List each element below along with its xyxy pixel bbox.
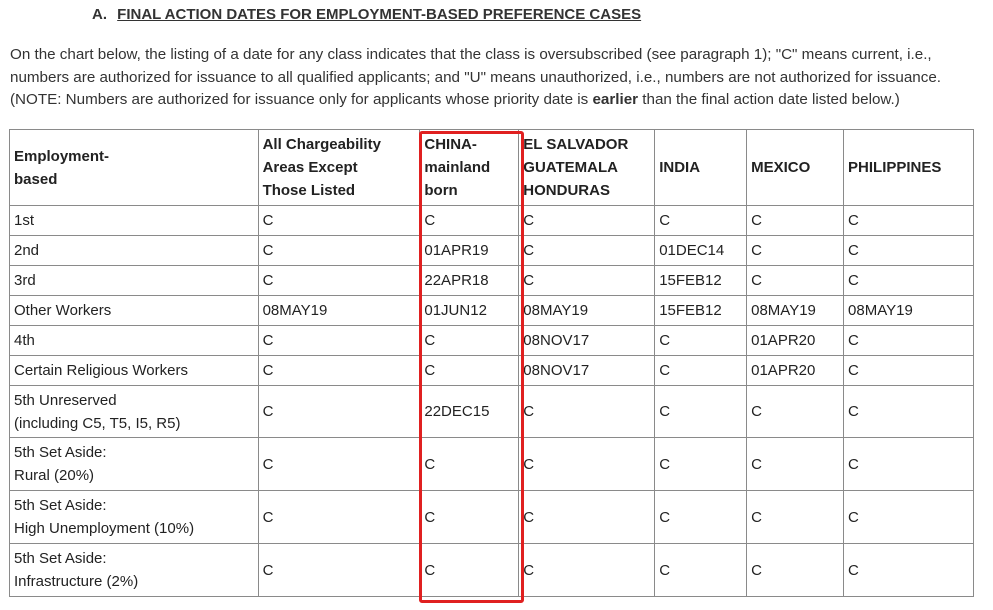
date-cell: C (258, 326, 420, 356)
column-header (519, 130, 655, 206)
date-cell: C (258, 544, 420, 597)
date-cell: 01APR20 (747, 356, 844, 386)
date-cell: 01JUN12 (420, 296, 519, 326)
row-label-line: (including C5, T5, I5, R5) (14, 414, 181, 432)
row-label-line: 5th Set Aside: (14, 497, 107, 514)
date-cell: C (844, 544, 974, 597)
row-label-line: 3rd (14, 272, 36, 289)
date-cell: C (258, 438, 420, 491)
date-cell: C (519, 266, 655, 296)
intro-text: On the chart below, the listing of a date for any class indicates that the class is oversubscribed (see paragraph 1); "C" means current, i.e., numbers are authorized for issuance to all qualified applicants; and "U" means unauthorized, i.e., numbers are not authorized for issuance. (NOTE: Numbers are authorized for issuance only for applicants whose priority date is (10, 46, 941, 108)
row-label (10, 544, 259, 597)
date-cell: C (519, 386, 655, 438)
date-cell: C (844, 236, 974, 266)
row-label-line: Certain Religious Workers (14, 362, 188, 379)
row-label-line: Other Workers (14, 302, 112, 319)
date-cell: C (844, 438, 974, 491)
final-action-dates-table (9, 129, 974, 597)
intro-text-end: than the final action date listed below.) (638, 91, 900, 108)
column-header (655, 130, 747, 206)
column-header (420, 130, 519, 206)
column-header-line: PHILIPPINES (848, 159, 942, 176)
row-label (10, 326, 259, 356)
date-cell: C (747, 386, 844, 438)
date-cell: 08MAY19 (258, 296, 420, 326)
row-label-line: 5th Set Aside: (14, 444, 107, 461)
row-label-line: High Unemployment (10%) (14, 520, 195, 537)
table-row (10, 491, 974, 544)
column-header (747, 130, 844, 206)
date-cell: C (844, 206, 974, 236)
row-label-line: 4th (14, 332, 35, 349)
table-row (10, 236, 974, 266)
row-label (10, 206, 259, 236)
row-label (10, 266, 259, 296)
date-cell: C (844, 326, 974, 356)
date-cell: C (258, 236, 420, 266)
table-row (10, 326, 974, 356)
date-cell: C (655, 544, 747, 597)
intro-emphasis: earlier (592, 91, 639, 108)
date-cell: 08NOV17 (519, 326, 655, 356)
column-header-line: HONDURAS (523, 182, 610, 199)
date-cell: C (420, 544, 519, 597)
table-body (10, 206, 974, 597)
date-cell: C (258, 206, 420, 236)
date-cell: 22DEC15 (420, 386, 519, 438)
date-cell: C (258, 491, 420, 544)
row-label-line: Infrastructure (2%) (14, 573, 139, 590)
row-label-line: 2nd (14, 242, 40, 259)
row-label (10, 356, 259, 386)
date-cell: C (844, 491, 974, 544)
date-cell: C (655, 326, 747, 356)
column-header-line: Those Listed (262, 182, 356, 199)
column-header-line: CHINA- (424, 136, 477, 153)
date-cell: 08MAY19 (519, 296, 655, 326)
row-label-line: 1st (14, 212, 35, 229)
column-header-line: INDIA (659, 159, 701, 176)
date-cell: C (747, 438, 844, 491)
column-header-line: GUATEMALA (523, 159, 619, 176)
date-cell: C (519, 236, 655, 266)
row-label-line: Rural (20%) (14, 467, 95, 484)
date-cell: C (655, 356, 747, 386)
date-cell: C (655, 386, 747, 438)
date-cell: C (258, 356, 420, 386)
table-row (10, 356, 974, 386)
column-header-line: mainland (424, 159, 491, 176)
date-cell: C (420, 356, 519, 386)
date-cell: C (420, 491, 519, 544)
table-row (10, 266, 974, 296)
date-cell: C (420, 326, 519, 356)
intro-paragraph (10, 44, 980, 112)
date-cell: C (655, 491, 747, 544)
date-cell: 08NOV17 (519, 356, 655, 386)
date-cell: C (420, 206, 519, 236)
date-cell: 01DEC14 (655, 236, 747, 266)
column-header-line: based (14, 170, 58, 188)
date-cell: C (258, 386, 420, 438)
section-title: FINAL ACTION DATES FOR EMPLOYMENT-BASED PREFERENCE CASES (117, 6, 642, 23)
section-label: A. (92, 6, 107, 23)
column-header-line: born (424, 182, 458, 199)
table-row (10, 296, 974, 326)
date-cell: C (655, 438, 747, 491)
date-cell: C (519, 438, 655, 491)
column-header (844, 130, 974, 206)
column-header-line: Areas Except (262, 159, 358, 176)
date-cell: 22APR18 (420, 266, 519, 296)
date-cell: C (747, 491, 844, 544)
table-row (10, 206, 974, 236)
date-cell: 08MAY19 (844, 296, 974, 326)
date-cell: C (519, 206, 655, 236)
date-cell: 15FEB12 (655, 266, 747, 296)
table-row (10, 438, 974, 491)
column-header-line: MEXICO (751, 159, 811, 176)
date-cell: C (420, 438, 519, 491)
date-cell: C (747, 544, 844, 597)
column-header-line: Employment- (14, 147, 110, 165)
date-cell: C (844, 266, 974, 296)
column-header (258, 130, 420, 206)
date-cell: C (747, 266, 844, 296)
date-cell: 15FEB12 (655, 296, 747, 326)
row-label (10, 491, 259, 544)
date-cell: C (844, 386, 974, 438)
date-cell: 01APR20 (747, 326, 844, 356)
date-cell: 01APR19 (420, 236, 519, 266)
date-cell: 08MAY19 (747, 296, 844, 326)
date-cell: C (844, 356, 974, 386)
row-label-line: 5th Unreserved (14, 391, 117, 409)
date-cell: C (519, 544, 655, 597)
header-row (10, 130, 974, 206)
date-cell: C (747, 206, 844, 236)
table-row (10, 386, 974, 438)
column-header-line: All Chargeability (262, 136, 381, 153)
column-header (10, 130, 259, 206)
date-cell: C (258, 266, 420, 296)
row-label-line: 5th Set Aside: (14, 550, 107, 567)
date-cell: C (747, 236, 844, 266)
row-label (10, 438, 259, 491)
section-heading (92, 6, 641, 23)
date-cell: C (519, 491, 655, 544)
date-cell: C (655, 206, 747, 236)
table-row (10, 544, 974, 597)
row-label (10, 296, 259, 326)
row-label (10, 236, 259, 266)
column-header-line: EL SALVADOR (523, 136, 629, 153)
row-label (10, 386, 259, 438)
